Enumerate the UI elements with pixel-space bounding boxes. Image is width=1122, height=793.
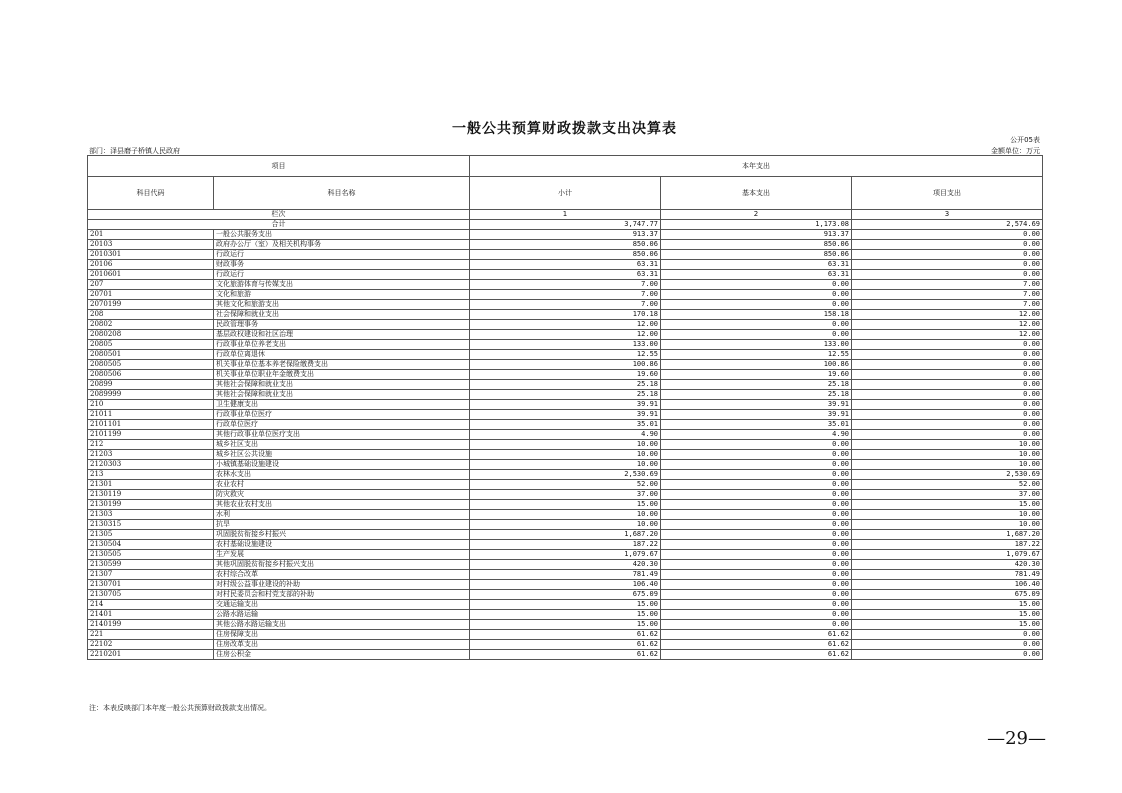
column-number-row — [88, 210, 1043, 220]
table-row — [88, 510, 1043, 520]
row-name: 城乡社区公共设施 — [214, 450, 470, 460]
row-basic: 0.00 — [661, 460, 852, 470]
row-name: 交通运输支出 — [214, 600, 470, 610]
row-subtotal: 37.00 — [470, 490, 661, 500]
row-name: 农村基础设施建设 — [214, 540, 470, 550]
column-1: 1 — [470, 210, 661, 220]
row-subtotal: 106.40 — [470, 580, 661, 590]
footnote: 注：本表反映部门本年度一般公共预算财政拨款支出情况。 — [89, 704, 271, 712]
row-project: 0.00 — [852, 260, 1043, 270]
row-project: 15.00 — [852, 610, 1043, 620]
row-basic: 0.00 — [661, 440, 852, 450]
row-code: 21305 — [88, 530, 214, 540]
table-row — [88, 440, 1043, 450]
row-subtotal: 15.00 — [470, 610, 661, 620]
row-name: 其他社会保障和就业支出 — [214, 380, 470, 390]
row-project: 0.00 — [852, 430, 1043, 440]
row-project: 52.00 — [852, 480, 1043, 490]
row-subtotal: 61.62 — [470, 640, 661, 650]
total-basic: 1,173.08 — [661, 220, 852, 230]
row-code: 210 — [88, 400, 214, 410]
row-project: 0.00 — [852, 630, 1043, 640]
table-row — [88, 600, 1043, 610]
table-row — [88, 420, 1043, 430]
row-subtotal: 12.55 — [470, 350, 661, 360]
row-code: 2070199 — [88, 300, 214, 310]
row-basic: 61.62 — [661, 640, 852, 650]
row-project: 0.00 — [852, 350, 1043, 360]
row-name: 对村级公益事业建设的补助 — [214, 580, 470, 590]
row-code: 21307 — [88, 570, 214, 580]
row-subtotal: 15.00 — [470, 620, 661, 630]
row-project: 10.00 — [852, 460, 1043, 470]
row-basic: 0.00 — [661, 480, 852, 490]
table-row — [88, 500, 1043, 510]
row-name: 机关事业单位基本养老保险缴费支出 — [214, 360, 470, 370]
row-project: 0.00 — [852, 410, 1043, 420]
row-subtotal: 61.62 — [470, 630, 661, 640]
row-code: 207 — [88, 280, 214, 290]
row-code: 2130705 — [88, 590, 214, 600]
row-project: 0.00 — [852, 380, 1043, 390]
row-code: 2120303 — [88, 460, 214, 470]
row-subtotal: 7.00 — [470, 290, 661, 300]
row-name: 其他社会保障和就业支出 — [214, 390, 470, 400]
row-subtotal: 4.90 — [470, 430, 661, 440]
table-row — [88, 310, 1043, 320]
row-basic: 0.00 — [661, 610, 852, 620]
row-project: 0.00 — [852, 400, 1043, 410]
row-code: 2101101 — [88, 420, 214, 430]
row-basic: 25.18 — [661, 380, 852, 390]
table-row — [88, 230, 1043, 240]
table-row — [88, 290, 1043, 300]
row-project: 675.09 — [852, 590, 1043, 600]
row-name: 防灾救灾 — [214, 490, 470, 500]
row-subtotal: 1,687.20 — [470, 530, 661, 540]
row-code: 2130119 — [88, 490, 214, 500]
row-basic: 0.00 — [661, 510, 852, 520]
row-name: 小城镇基础设施建设 — [214, 460, 470, 470]
row-basic: 39.91 — [661, 400, 852, 410]
row-basic: 100.86 — [661, 360, 852, 370]
table-row — [88, 450, 1043, 460]
row-subtotal: 2,530.69 — [470, 470, 661, 480]
row-project: 0.00 — [852, 420, 1043, 430]
row-code: 208 — [88, 310, 214, 320]
row-code: 221 — [88, 630, 214, 640]
row-basic: 25.18 — [661, 390, 852, 400]
row-name: 机关事业单位职业年金缴费支出 — [214, 370, 470, 380]
table-row — [88, 530, 1043, 540]
row-subtotal: 10.00 — [470, 440, 661, 450]
row-name: 抗旱 — [214, 520, 470, 530]
row-basic: 0.00 — [661, 490, 852, 500]
row-code: 2010301 — [88, 250, 214, 260]
table-number: 公开05表 — [1010, 136, 1040, 144]
column-2: 2 — [661, 210, 852, 220]
table-row — [88, 250, 1043, 260]
table-row — [88, 460, 1043, 470]
row-code: 2210201 — [88, 650, 214, 660]
row-code: 2130701 — [88, 580, 214, 590]
row-name: 社会保障和就业支出 — [214, 310, 470, 320]
total-project: 2,574.69 — [852, 220, 1043, 230]
table-row — [88, 260, 1043, 270]
row-project: 0.00 — [852, 360, 1043, 370]
row-subtotal: 63.31 — [470, 260, 661, 270]
row-code: 2130199 — [88, 500, 214, 510]
row-subtotal: 12.00 — [470, 320, 661, 330]
table-row — [88, 540, 1043, 550]
row-basic: 0.00 — [661, 300, 852, 310]
page-number: —29— — [987, 728, 1046, 749]
table-row — [88, 380, 1043, 390]
table-row — [88, 360, 1043, 370]
table-row — [88, 560, 1043, 570]
row-project: 420.30 — [852, 560, 1043, 570]
row-code: 2101199 — [88, 430, 214, 440]
table-row — [88, 370, 1043, 380]
row-basic: 0.00 — [661, 570, 852, 580]
row-subtotal: 19.60 — [470, 370, 661, 380]
row-project: 10.00 — [852, 440, 1043, 450]
row-code: 2080208 — [88, 330, 214, 340]
column-3: 3 — [852, 210, 1043, 220]
row-subtotal: 913.37 — [470, 230, 661, 240]
row-subtotal: 10.00 — [470, 520, 661, 530]
row-name: 政府办公厅（室）及相关机构事务 — [214, 240, 470, 250]
table-row — [88, 410, 1043, 420]
row-subtotal: 675.09 — [470, 590, 661, 600]
row-name: 住房保障支出 — [214, 630, 470, 640]
table-row — [88, 590, 1043, 600]
row-subtotal: 10.00 — [470, 450, 661, 460]
row-basic: 0.00 — [661, 450, 852, 460]
row-project: 2,530.69 — [852, 470, 1043, 480]
row-subtotal: 61.62 — [470, 650, 661, 660]
header-project-exp: 项目支出 — [852, 177, 1043, 210]
table-row — [88, 570, 1043, 580]
row-name: 其他行政事业单位医疗支出 — [214, 430, 470, 440]
row-code: 213 — [88, 470, 214, 480]
row-subtotal: 781.49 — [470, 570, 661, 580]
row-basic: 0.00 — [661, 320, 852, 330]
row-basic: 133.00 — [661, 340, 852, 350]
row-basic: 0.00 — [661, 530, 852, 540]
row-code: 20805 — [88, 340, 214, 350]
row-name: 行政运行 — [214, 270, 470, 280]
row-name: 文化和旅游 — [214, 290, 470, 300]
table-row — [88, 270, 1043, 280]
row-code: 20701 — [88, 290, 214, 300]
row-subtotal: 10.00 — [470, 460, 661, 470]
row-project: 15.00 — [852, 500, 1043, 510]
row-basic: 0.00 — [661, 290, 852, 300]
row-name: 财政事务 — [214, 260, 470, 270]
row-code: 2089999 — [88, 390, 214, 400]
row-name: 住房公积金 — [214, 650, 470, 660]
row-name: 行政单位医疗 — [214, 420, 470, 430]
row-subtotal: 63.31 — [470, 270, 661, 280]
row-code: 201 — [88, 230, 214, 240]
row-basic: 0.00 — [661, 590, 852, 600]
row-name: 行政运行 — [214, 250, 470, 260]
row-name: 公路水路运输 — [214, 610, 470, 620]
row-basic: 0.00 — [661, 540, 852, 550]
row-basic: 61.62 — [661, 630, 852, 640]
row-project: 0.00 — [852, 340, 1043, 350]
row-name: 生产发展 — [214, 550, 470, 560]
report-title: 一般公共预算财政拨款支出决算表 — [452, 121, 677, 137]
row-project: 7.00 — [852, 300, 1043, 310]
row-code: 2080505 — [88, 360, 214, 370]
row-name: 行政事业单位医疗 — [214, 410, 470, 420]
header-row-1 — [88, 156, 1043, 177]
row-name: 民政管理事务 — [214, 320, 470, 330]
row-subtotal: 15.00 — [470, 600, 661, 610]
table-row — [88, 550, 1043, 560]
header-current-year: 本年支出 — [470, 156, 1043, 177]
row-basic: 39.91 — [661, 410, 852, 420]
row-project: 7.00 — [852, 280, 1043, 290]
row-subtotal: 7.00 — [470, 300, 661, 310]
row-project: 781.49 — [852, 570, 1043, 580]
row-basic: 0.00 — [661, 580, 852, 590]
column-label: 栏次 — [88, 210, 470, 220]
total-row — [88, 220, 1043, 230]
table-row — [88, 320, 1043, 330]
row-name: 基层政权建设和社区治理 — [214, 330, 470, 340]
row-code: 2080506 — [88, 370, 214, 380]
row-basic: 19.60 — [661, 370, 852, 380]
header-name: 科目名称 — [214, 177, 470, 210]
header-row-2 — [88, 177, 1043, 210]
table-row — [88, 520, 1043, 530]
table-row — [88, 610, 1043, 620]
total-subtotal: 3,747.77 — [470, 220, 661, 230]
row-name: 卫生健康支出 — [214, 400, 470, 410]
row-basic: 0.00 — [661, 500, 852, 510]
header-project: 项目 — [88, 156, 470, 177]
row-name: 农林水支出 — [214, 470, 470, 480]
row-code: 2140199 — [88, 620, 214, 630]
table-row — [88, 630, 1043, 640]
row-subtotal: 25.18 — [470, 390, 661, 400]
row-subtotal: 25.18 — [470, 380, 661, 390]
row-project: 7.00 — [852, 290, 1043, 300]
row-code: 20899 — [88, 380, 214, 390]
row-name: 其他农业农村支出 — [214, 500, 470, 510]
row-project: 10.00 — [852, 520, 1043, 530]
row-project: 106.40 — [852, 580, 1043, 590]
row-subtotal: 133.00 — [470, 340, 661, 350]
row-basic: 35.01 — [661, 420, 852, 430]
row-subtotal: 15.00 — [470, 500, 661, 510]
row-project: 10.00 — [852, 510, 1043, 520]
row-subtotal: 170.18 — [470, 310, 661, 320]
row-name: 其他文化和旅游支出 — [214, 300, 470, 310]
row-subtotal: 39.91 — [470, 400, 661, 410]
table-row — [88, 620, 1043, 630]
amount-unit-label: 金额单位：万元 — [991, 147, 1040, 155]
table-row — [88, 390, 1043, 400]
row-basic: 158.18 — [661, 310, 852, 320]
row-name: 城乡社区支出 — [214, 440, 470, 450]
row-project: 0.00 — [852, 250, 1043, 260]
table-row — [88, 490, 1043, 500]
table-row — [88, 470, 1043, 480]
row-code: 21303 — [88, 510, 214, 520]
row-basic: 0.00 — [661, 280, 852, 290]
row-project: 12.00 — [852, 310, 1043, 320]
row-subtotal: 420.30 — [470, 560, 661, 570]
total-label: 合计 — [88, 220, 470, 230]
row-project: 0.00 — [852, 390, 1043, 400]
row-project: 10.00 — [852, 450, 1043, 460]
row-code: 2130504 — [88, 540, 214, 550]
table-row — [88, 640, 1043, 650]
row-basic: 63.31 — [661, 260, 852, 270]
row-basic: 63.31 — [661, 270, 852, 280]
row-basic: 12.55 — [661, 350, 852, 360]
row-name: 住房改革支出 — [214, 640, 470, 650]
row-project: 187.22 — [852, 540, 1043, 550]
row-subtotal: 10.00 — [470, 510, 661, 520]
row-project: 0.00 — [852, 650, 1043, 660]
row-basic: 0.00 — [661, 560, 852, 570]
row-subtotal: 52.00 — [470, 480, 661, 490]
table-row — [88, 240, 1043, 250]
row-name: 巩固脱贫衔接乡村振兴 — [214, 530, 470, 540]
table-row — [88, 350, 1043, 360]
row-basic: 0.00 — [661, 550, 852, 560]
row-basic: 850.06 — [661, 240, 852, 250]
row-subtotal: 35.01 — [470, 420, 661, 430]
table-row — [88, 400, 1043, 410]
row-code: 2080501 — [88, 350, 214, 360]
row-code: 22102 — [88, 640, 214, 650]
row-code: 2130505 — [88, 550, 214, 560]
row-subtotal: 7.00 — [470, 280, 661, 290]
row-basic: 0.00 — [661, 520, 852, 530]
table-row — [88, 330, 1043, 340]
header-code: 科目代码 — [88, 177, 214, 210]
row-code: 21401 — [88, 610, 214, 620]
row-name: 行政单位离退休 — [214, 350, 470, 360]
row-subtotal: 850.06 — [470, 250, 661, 260]
row-code: 21203 — [88, 450, 214, 460]
row-code: 20802 — [88, 320, 214, 330]
table-row — [88, 280, 1043, 290]
expenditure-table — [87, 155, 1043, 660]
row-project: 1,079.67 — [852, 550, 1043, 560]
row-code: 214 — [88, 600, 214, 610]
row-name: 其他公路水路运输支出 — [214, 620, 470, 630]
row-code: 2130315 — [88, 520, 214, 530]
row-basic: 0.00 — [661, 620, 852, 630]
row-name: 其他巩固脱贫衔接乡村振兴支出 — [214, 560, 470, 570]
row-name: 农村综合改革 — [214, 570, 470, 580]
department-label: 部门：泽县磨子桥镇人民政府 — [89, 147, 180, 155]
row-basic: 850.06 — [661, 250, 852, 260]
row-basic: 0.00 — [661, 470, 852, 480]
table-row — [88, 430, 1043, 440]
table-row — [88, 300, 1043, 310]
table-row — [88, 650, 1043, 660]
header-basic: 基本支出 — [661, 177, 852, 210]
row-project: 37.00 — [852, 490, 1043, 500]
row-subtotal: 100.86 — [470, 360, 661, 370]
row-subtotal: 39.91 — [470, 410, 661, 420]
row-subtotal: 1,079.67 — [470, 550, 661, 560]
row-project: 1,687.20 — [852, 530, 1043, 540]
row-project: 0.00 — [852, 240, 1043, 250]
table-row — [88, 580, 1043, 590]
row-code: 21011 — [88, 410, 214, 420]
row-code: 20106 — [88, 260, 214, 270]
row-project: 0.00 — [852, 230, 1043, 240]
row-subtotal: 187.22 — [470, 540, 661, 550]
row-code: 2130599 — [88, 560, 214, 570]
row-name: 水利 — [214, 510, 470, 520]
table-row — [88, 480, 1043, 490]
row-project: 0.00 — [852, 370, 1043, 380]
header-subtotal: 小计 — [470, 177, 661, 210]
row-name: 文化旅游体育与传媒支出 — [214, 280, 470, 290]
row-name: 行政事业单位养老支出 — [214, 340, 470, 350]
row-project: 0.00 — [852, 640, 1043, 650]
row-code: 212 — [88, 440, 214, 450]
row-code: 2010601 — [88, 270, 214, 280]
row-basic: 61.62 — [661, 650, 852, 660]
row-project: 12.00 — [852, 320, 1043, 330]
row-name: 对村民委员会和村党支部的补助 — [214, 590, 470, 600]
row-project: 15.00 — [852, 620, 1043, 630]
row-basic: 4.90 — [661, 430, 852, 440]
row-name: 一般公共服务支出 — [214, 230, 470, 240]
row-project: 12.00 — [852, 330, 1043, 340]
row-subtotal: 850.06 — [470, 240, 661, 250]
row-code: 20103 — [88, 240, 214, 250]
row-basic: 913.37 — [661, 230, 852, 240]
row-basic: 0.00 — [661, 600, 852, 610]
row-project: 0.00 — [852, 270, 1043, 280]
row-basic: 0.00 — [661, 330, 852, 340]
row-code: 21301 — [88, 480, 214, 490]
row-name: 农业农村 — [214, 480, 470, 490]
table-row — [88, 340, 1043, 350]
row-subtotal: 12.00 — [470, 330, 661, 340]
row-project: 15.00 — [852, 600, 1043, 610]
